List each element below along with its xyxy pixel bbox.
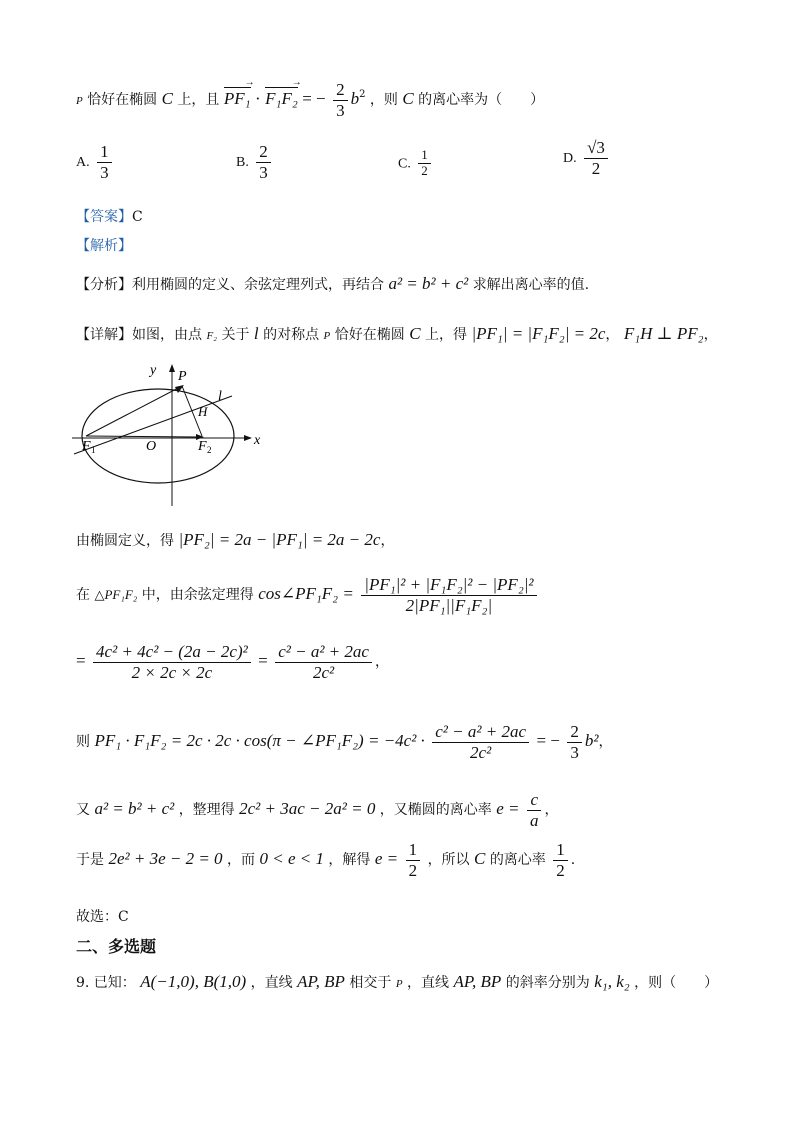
y-axis-arrow	[169, 364, 175, 372]
stem-text-1: 恰好在椭圆	[87, 92, 158, 109]
choice-b[interactable]: B. $\frac{2}{3}$	[236, 142, 274, 182]
question-9: 9. 已知： A(−1,0), B(1,0) ，直线 AP, BP 相交于 P ，直线 AP, BP 的斜率分别为 k₁, k₂ ，则（ ）	[76, 972, 719, 991]
choice-c[interactable]: C. $\frac{1}{2}$	[398, 148, 434, 179]
choice-b-fraction: $\frac{2}{3}$	[256, 142, 271, 182]
stem-fraction: $\frac{2}{3}$	[333, 80, 348, 120]
final-e-fraction: $\frac{1}{2}$	[553, 840, 568, 880]
detail-text-4: 恰好在椭圆	[334, 327, 405, 343]
step-4-lhs: PF₁ · F₁F₂ = 2c · 2c · cos(π − ∠PF₁F₂) = −4c² ·	[94, 731, 425, 751]
stem-text-2: 上，且	[177, 92, 220, 109]
ellipse-figure	[70, 358, 270, 508]
choice-a[interactable]: A. $\frac{1}{3}$	[76, 142, 115, 182]
fenxi-bracket: 【分析】	[76, 277, 132, 293]
e-value-fraction: $\frac{1}{2}$	[406, 840, 421, 880]
step-4: 则 PF₁ · F₁F₂ = 2c · 2c · cos(π − ∠PF₁F₂) = −4c² · $\frac{\text{c² − a² + 2ac}}{\text{2c²}}$ = − $\frac{2}{3}$ b²，	[76, 722, 613, 762]
detail-p: P	[323, 330, 331, 342]
detail-text-2: 关于	[221, 327, 250, 343]
question-stem: P 恰好在椭圆 C 上，且 PF₁ → · F₁F₂ → = − $\frac{2}{3}$ $b^2$ ，则 C 的离心率为（ ）	[76, 80, 544, 120]
fenxi-formula: a² = b² + c²	[388, 274, 469, 293]
x-axis-arrow	[244, 435, 252, 441]
label-f2: F	[198, 439, 207, 454]
fenxi-text-1: 利用椭圆的定义、余弦定理列式，再结合	[132, 277, 384, 293]
label-h: H	[198, 404, 208, 419]
triangle-label: △PF₁F₂	[94, 587, 138, 603]
label-l: l	[218, 389, 222, 404]
choice-d-fraction: $\frac{√3}{2}$	[584, 138, 608, 178]
fenxi-text-2: 求解出离心率的值.	[472, 277, 590, 293]
label-o: O	[146, 439, 157, 454]
answer-value: C	[132, 209, 143, 225]
detail-text-5: 上，得	[424, 327, 467, 343]
segment-f1p	[86, 386, 182, 436]
answer-line	[76, 206, 143, 226]
vector-f1f2: F₁F₂ →	[265, 87, 298, 108]
label-f1-sub: 1	[91, 445, 96, 455]
eccentricity-fraction: $\frac{c}{a}$	[527, 790, 542, 830]
step-4-fraction-2: $\frac{2}{3}$	[567, 722, 582, 762]
stem-b: b	[350, 89, 360, 109]
choice-c-fraction: $\frac{1}{2}$	[418, 148, 431, 179]
step-3-fraction-1: $\frac{\text{4c² + 4c² − (2a − 2c)²}}{2 \times 2c \times 2c}$	[93, 642, 251, 682]
step-4-fraction: $\frac{\text{c² − a² + 2ac}}{\text{2c²}}$	[432, 722, 529, 762]
step-2: 在 △PF₁F₂ 中，由余弦定理得 cos∠PF₁F₂ = $\frac{\text{|PF₁|² + |F₁F₂|² − |PF₂|²}}{\text{2|PF₁||F₁F₂|}}$	[76, 575, 540, 615]
analysis-line	[76, 235, 132, 255]
detail-text-1: 如图，由点	[132, 327, 202, 343]
detail-bracket: 【详解】	[76, 327, 132, 343]
choice-a-fraction: $\frac{1}{3}$	[97, 142, 112, 182]
point-p: P	[76, 95, 83, 108]
step-6: 于是 2e² + 3e − 2 = 0 ，而 0 < e < 1 ，解得 e = $\frac{1}{2}$ ，所以 C 的离心率 $\frac{1}{2}$ .	[76, 840, 576, 880]
step-3: = $\frac{\text{4c² + 4c² − (2a − 2c)²}}{2 \times 2c \times 2c}$ = $\frac{\text{c² − a² + 2ac}}{\text{2c²}}$ ，	[76, 642, 389, 682]
label-x: x	[254, 433, 261, 448]
detail-formula-1: |PF₁| = |F₁F₂| = 2c	[471, 324, 606, 343]
detail-line: 【详解】如图，由点 F₂ 关于 l 的对称点 P 恰好在椭圆 C 上，得 |PF₁| = |F₁F₂| = 2c， F₁H ⊥ PF₂，	[76, 324, 718, 343]
label-p: P	[178, 369, 187, 384]
choice-d[interactable]: D. $\frac{√3}{2}$	[563, 138, 611, 178]
conclusion: 故选：C	[76, 909, 129, 925]
answer-bracket: 【答案】	[76, 209, 132, 225]
stem-eq: = −	[302, 89, 326, 109]
detail-formula-2: F₁H ⊥ PF₂	[623, 324, 704, 343]
label-f2-sub: 2	[207, 445, 212, 455]
detail-text-3: 的对称点	[263, 327, 320, 343]
step-3-fraction-2: $\frac{\text{c² − a² + 2ac}}{\text{2c²}}$	[275, 642, 372, 682]
detail-f2: F₂	[206, 330, 217, 342]
stem-text-4: 的离心率为（ ）	[418, 92, 545, 109]
vector-pf1: PF₁ →	[224, 87, 251, 108]
step-5: 又 a² = b² + c² ，整理得 2c² + 3ac − 2a² = 0 ，又椭圆的离心率 e = $\frac{c}{a}$ ，	[76, 790, 559, 830]
ellipse-c-2: C	[402, 89, 414, 109]
label-f1: F	[82, 439, 91, 454]
step-1: 由椭圆定义，得 |PF₂| = 2a − |PF₁| = 2a − 2c，	[76, 530, 395, 549]
ellipse-c: C	[161, 89, 173, 109]
detail-l: l	[253, 324, 259, 343]
cos-lhs: cos∠PF₁F₂ =	[258, 584, 354, 604]
cos-fraction: $\frac{\text{|PF₁|² + |F₁F₂|² − |PF₂|²}}{\text{2|PF₁||F₁F₂|}}$	[361, 575, 536, 615]
analysis-bracket: 【解析】	[76, 238, 132, 254]
label-y: y	[150, 363, 157, 378]
fenxi-line	[76, 274, 589, 294]
detail-c: C	[409, 324, 421, 343]
section-heading: 二、多选题	[76, 937, 157, 956]
step-1-formula: |PF₂| = 2a − |PF₁| = 2a − 2c	[178, 530, 381, 549]
segment-f1f2	[86, 436, 200, 437]
stem-text-3: ，则	[369, 92, 398, 109]
